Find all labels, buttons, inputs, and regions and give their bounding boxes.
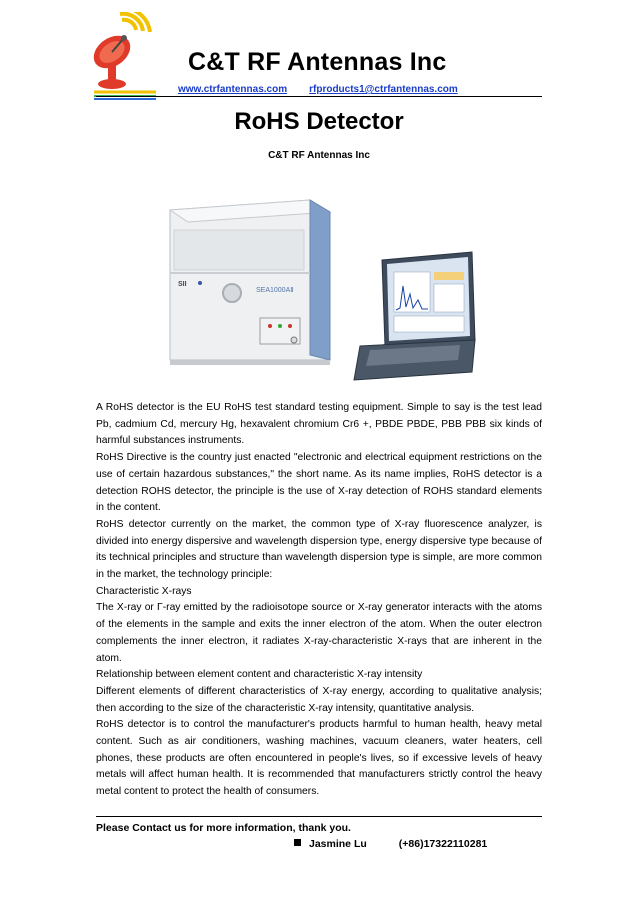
paragraph: RoHS Directive is the country just enacted "electronic and electrical equipment restrictions on the use of certain hazardous substances," the short name. As its name implies, RoHS detector is a detection ROHS detector, the principle is the use of X-ray detection of ROHS standard elements in the content. bbox=[96, 452, 542, 514]
rohs-analyzer-illustration bbox=[160, 190, 478, 390]
footer-divider bbox=[96, 816, 542, 817]
footer-contact-line: Please Contact us for more information, thank you. bbox=[96, 822, 351, 834]
paragraph: RoHS detector is to control the manufacturer's products harmful to human health, heavy metal content. Such as air conditioners, washing machines, vacuum cleaners, water heaters, cell phones, these products are often encountered in people's lives, so if excessive levels of heavy metals will affect human health. It is recommended that manufacturers strictly control the heavy metal content to protect the health of consumers. bbox=[96, 719, 542, 798]
paragraph: RoHS detector currently on the market, the common type of X-ray fluorescence analyzer, is divided into energy dispersive and wavelength dispersion type, energy dispersive type because of its technical principles and structure than wavelength dispersion type is simple, are more common in the market, the technology principle: bbox=[96, 518, 542, 581]
brand-label: SII bbox=[178, 281, 187, 288]
model-label: SEA1000AⅡ bbox=[256, 287, 294, 294]
section-heading: Relationship between element content and characteristic X-ray intensity bbox=[96, 669, 423, 681]
footer-contact-person bbox=[294, 838, 487, 850]
company-logo bbox=[90, 12, 162, 100]
email-link[interactable]: rfproducts1@ctrfantennas.com bbox=[309, 84, 458, 95]
contact-phone: (+86)17322110281 bbox=[398, 838, 488, 850]
contact-name: Jasmine Lu bbox=[309, 838, 367, 850]
paragraph: Different elements of different characteristics of X-ray energy, according to qualitative analysis; then according to the size of the characteristic X-ray intensity, quantitative analysis. bbox=[96, 685, 542, 714]
body-text bbox=[96, 400, 542, 801]
paragraph: A RoHS detector is the EU RoHS test standard testing equipment. Simple to say is the test lead Pb, cadmium Cd, mercury Hg, hexavalent chromium Cr6 +, PBDE PBDE, PBB PBB six kinds of harmful substances instruments. bbox=[96, 402, 542, 447]
document-subtitle: C&T RF Antennas Inc bbox=[268, 150, 370, 161]
square-bullet-icon bbox=[294, 839, 301, 846]
header-links bbox=[178, 84, 458, 95]
paragraph: The X-ray or Γ-ray emitted by the radioisotope source or X-ray generator interacts with the atoms of the elements in the sample and exits the inner electron of the atom. When the outer electron complements the inner electron, it radiates X-ray-characteristic X-rays that are inherent in the atom. bbox=[96, 602, 542, 664]
document-title: RoHS Detector bbox=[234, 108, 404, 135]
product-image bbox=[160, 190, 478, 390]
website-link[interactable]: www.ctrfantennas.com bbox=[178, 84, 288, 95]
satellite-dish-logo-icon bbox=[90, 12, 162, 100]
header-divider bbox=[96, 96, 542, 97]
section-heading: Characteristic X-rays bbox=[96, 585, 192, 597]
company-name: C&T RF Antennas Inc bbox=[188, 48, 447, 76]
